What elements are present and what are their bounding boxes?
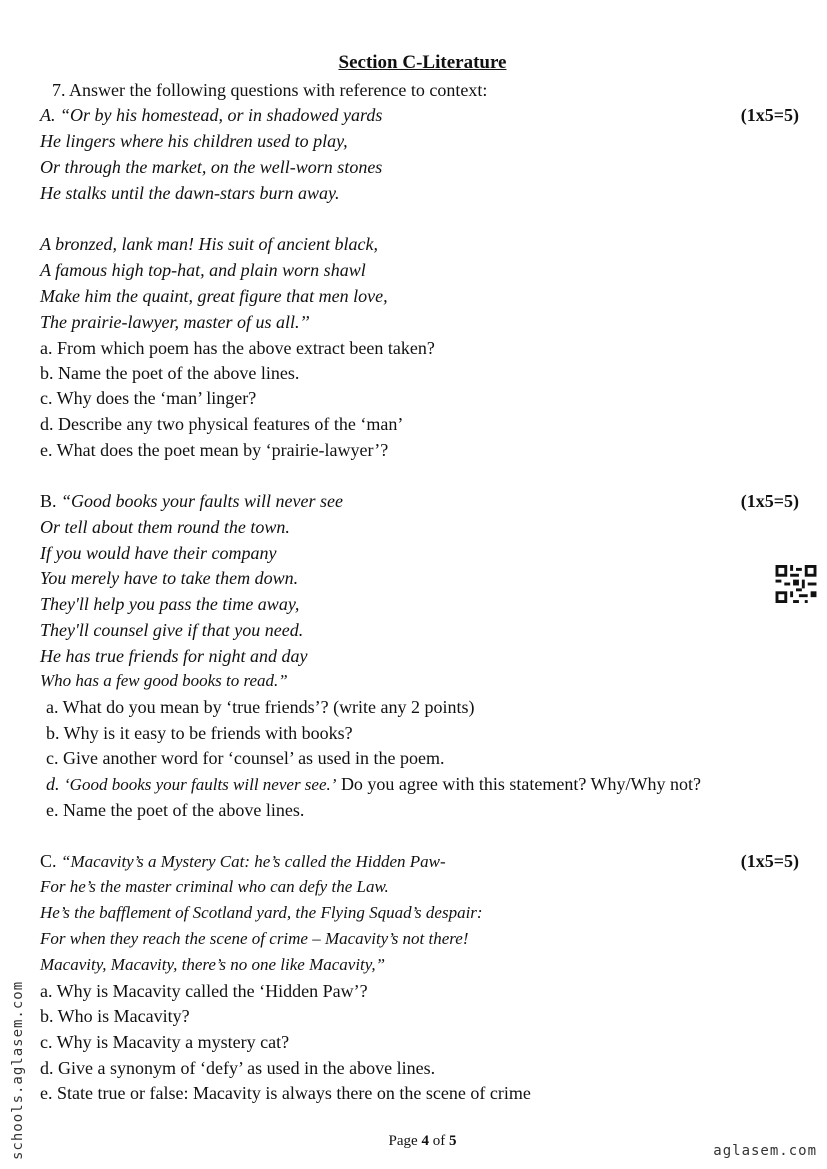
part-a-question: e. What does the poet mean by ‘prairie-lawyer’? xyxy=(40,440,389,460)
part-b-poem-line: Or tell about them round the town. xyxy=(40,517,290,537)
brand-watermark: aglasem.com xyxy=(713,1143,817,1159)
part-b-poem-line: He has true friends for night and day xyxy=(40,646,308,666)
part-b-question-d xyxy=(46,772,701,797)
part-c-question: a. Why is Macavity called the ‘Hidden Paw’? xyxy=(40,981,368,1001)
part-c-question: e. State true or false: Macavity is always there on the scene of crime xyxy=(40,1083,531,1103)
part-a-poem-line: Or through the market, on the well-worn stones xyxy=(40,157,383,177)
part-b-poem-line: They'll help you pass the time away, xyxy=(40,594,300,614)
part-c-first-line xyxy=(40,849,446,874)
part-b-poem-line: They'll counsel give if that you need. xyxy=(40,620,304,640)
part-b-marks: (1x5=5) xyxy=(740,491,799,511)
part-c-poem-line: For he’s the master criminal who can defy the Law. xyxy=(40,877,389,896)
question-intro: 7. Answer the following questions with reference to context: xyxy=(52,80,488,100)
part-c-poem-line: “Macavity’s a Mystery Cat: he’s called the Hidden Paw- xyxy=(61,852,446,871)
part-a-question: d. Describe any two physical features of the ‘man’ xyxy=(40,414,404,434)
part-a-label: A. xyxy=(40,105,56,125)
part-c-marks: (1x5=5) xyxy=(740,851,799,871)
part-c-poem-line: Macavity, Macavity, there’s no one like Macavity,” xyxy=(40,955,386,974)
page-footer xyxy=(0,1133,827,1150)
page-current: 4 xyxy=(421,1133,429,1149)
part-c-poem-line: He’s the bafflement of Scotland yard, the Flying Squad’s despair: xyxy=(40,903,483,922)
part-b-label: B. xyxy=(40,491,57,511)
part-a-question: c. Why does the ‘man’ linger? xyxy=(40,388,257,408)
part-b-question-d-quote: ‘Good books your faults will never see.’ xyxy=(64,775,337,794)
part-c-label: C. xyxy=(40,851,57,871)
part-a-marks: (1x5=5) xyxy=(740,105,799,125)
part-b-first-line xyxy=(40,489,343,513)
part-b-poem-line: If you would have their company xyxy=(40,543,277,563)
part-a-poem-line: The prairie-lawyer, master of us all.’’ xyxy=(40,312,310,332)
part-c-question: c. Why is Macavity a mystery cat? xyxy=(40,1032,290,1052)
part-b-poem-line: “Good books your faults will never see xyxy=(61,491,343,511)
part-b-question: b. Why is it easy to be friends with books? xyxy=(46,723,353,743)
part-b-poem-line: You merely have to take them down. xyxy=(40,568,299,588)
part-a-poem-line: “Or by his homestead, or in shadowed yards xyxy=(60,105,383,125)
part-a-poem-line: Make him the quaint, great figure that men love, xyxy=(40,286,388,306)
page-middle: of xyxy=(428,1133,449,1149)
page-total: 5 xyxy=(448,1133,457,1149)
page-prefix: Page xyxy=(388,1133,422,1149)
part-b-question-d-text: Do you agree with this statement? Why/Why not? xyxy=(336,774,702,794)
part-c-poem-line: For when they reach the scene of crime – Macavity’s not there! xyxy=(40,929,469,948)
part-b-question: c. Give another word for ‘counsel’ as used in the poem. xyxy=(46,748,445,768)
part-b-question: a. What do you mean by ‘true friends’? (write any 2 points) xyxy=(46,697,475,717)
qr-code-icon xyxy=(775,565,817,603)
part-a-poem-line: A famous high top-hat, and plain worn shawl xyxy=(40,260,366,280)
part-a-poem-line: He stalks until the dawn-stars burn away. xyxy=(40,183,340,203)
part-b-poem-line: Who has a few good books to read.” xyxy=(40,671,288,690)
part-c-question: b. Who is Macavity? xyxy=(40,1006,190,1026)
part-c-question: d. Give a synonym of ‘defy’ as used in the above lines. xyxy=(40,1058,436,1078)
part-b-question: e. Name the poet of the above lines. xyxy=(46,800,305,820)
part-a-poem-line: A bronzed, lank man! His suit of ancient black, xyxy=(40,234,378,254)
part-a-question: b. Name the poet of the above lines. xyxy=(40,363,300,383)
part-a-first-line xyxy=(40,103,382,127)
part-b-question-d-label: d. xyxy=(46,774,60,794)
section-title: Section C-Literature xyxy=(338,52,507,73)
side-watermark: schools.aglasem.com xyxy=(10,980,26,1160)
part-a-poem-line: He lingers where his children used to play, xyxy=(40,131,348,151)
part-a-question: a. From which poem has the above extract been taken? xyxy=(40,338,435,358)
